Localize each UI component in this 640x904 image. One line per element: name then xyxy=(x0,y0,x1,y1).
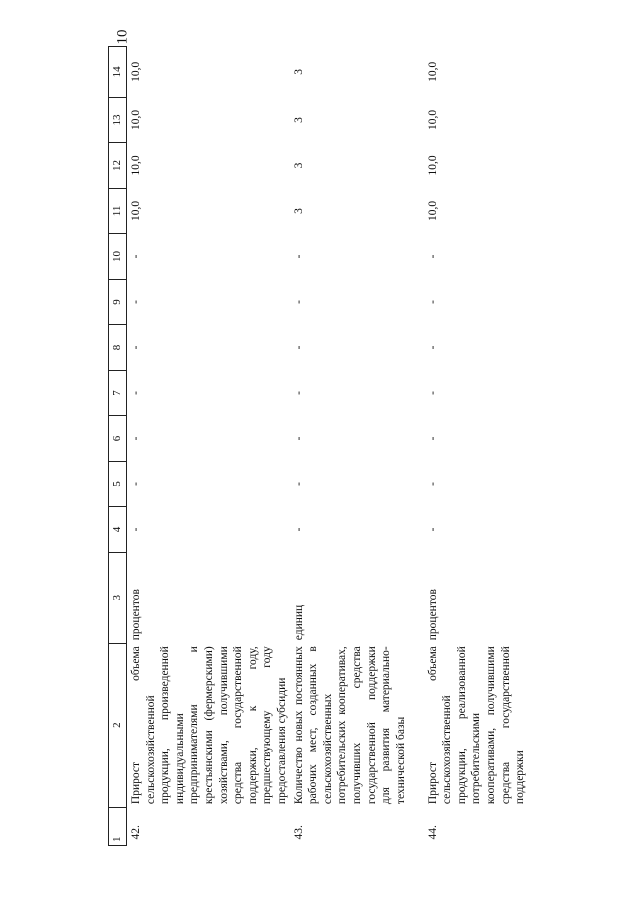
col-header-13: 13 xyxy=(109,97,127,143)
value-cell: - xyxy=(292,436,305,441)
col-header-14: 14 xyxy=(109,47,127,98)
col-header-7: 7 xyxy=(109,370,127,416)
value-cell: - xyxy=(130,391,142,395)
table-row xyxy=(424,47,576,846)
value-cell: - xyxy=(292,300,305,304)
value-cell: - xyxy=(426,436,439,441)
value-cell: 10,0 xyxy=(130,109,142,131)
col-header-8: 8 xyxy=(109,325,127,371)
value-cell: - xyxy=(426,391,439,395)
value-cell: - xyxy=(130,436,142,441)
col-header-6: 6 xyxy=(109,416,127,462)
col-header-2: 2 xyxy=(109,643,127,807)
table-row xyxy=(290,47,424,846)
value-cell: - xyxy=(426,345,439,350)
indicator-name: Прирост объема сельскохозяйственной продукции, произведенной индивидуальными предпринимателями и крестьянскими (фермерскими) хозяйствами, получившими средства государственной поддержки, к году, предшествующему году предоставления субсидии xyxy=(130,646,288,805)
value-cell: 10,0 xyxy=(426,200,439,222)
value-cell: 10,0 xyxy=(426,61,439,82)
value-cell: - xyxy=(292,391,305,395)
value-cell: 3 xyxy=(292,162,305,169)
page-number: 10 xyxy=(114,29,131,45)
col-header-4: 4 xyxy=(109,507,127,553)
col-header-12: 12 xyxy=(109,143,127,189)
unit-cell: единиц xyxy=(292,604,305,641)
value-cell: 10,0 xyxy=(130,155,142,176)
unit-cell: процентов xyxy=(130,589,142,641)
col-header-1: 1 xyxy=(109,807,127,845)
value-cell: - xyxy=(292,527,305,532)
unit-cell: процентов xyxy=(426,589,439,641)
value-cell: 3 xyxy=(292,117,305,123)
col-header-5: 5 xyxy=(109,461,127,507)
table-row xyxy=(127,47,290,846)
value-cell: 10,0 xyxy=(426,155,439,176)
col-header-10: 10 xyxy=(109,234,127,280)
value-cell: - xyxy=(130,345,142,350)
header-row xyxy=(109,47,127,846)
value-cell: 10,0 xyxy=(130,61,142,82)
value-cell: - xyxy=(426,482,439,486)
value-cell: - xyxy=(292,345,305,350)
col-header-9: 9 xyxy=(109,279,127,325)
value-cell: 10,0 xyxy=(130,200,142,222)
value-cell: 10,0 xyxy=(426,109,439,131)
col-header-11: 11 xyxy=(109,188,127,234)
value-cell: - xyxy=(130,300,142,304)
value-cell: - xyxy=(130,527,142,532)
value-cell: - xyxy=(130,482,142,486)
row-number: 43. xyxy=(292,825,305,840)
value-cell: 3 xyxy=(292,208,305,214)
row-number: 42. xyxy=(130,825,142,840)
value-cell: - xyxy=(426,300,439,304)
value-cell: 3 xyxy=(292,68,305,75)
col-header-3: 3 xyxy=(109,552,127,643)
value-cell: - xyxy=(426,527,439,532)
value-cell: - xyxy=(292,254,305,259)
value-cell: - xyxy=(426,254,439,259)
indicator-table-rotated xyxy=(108,46,560,846)
indicator-name: Количество новых постоянных рабочих мест, созданных в сельскохозяйственных потребительских кооперативах, получивших средства государственной поддержки для развития материально-технической базы xyxy=(292,646,407,805)
row-number: 44. xyxy=(426,825,439,840)
value-cell: - xyxy=(130,254,142,259)
indicator-table xyxy=(108,46,576,846)
indicator-name: Прирост объема сельскохозяйственной продукции, реализованной потребительскими кооперативами, получившими средства государственной поддержки xyxy=(426,646,527,805)
value-cell: - xyxy=(292,482,305,486)
